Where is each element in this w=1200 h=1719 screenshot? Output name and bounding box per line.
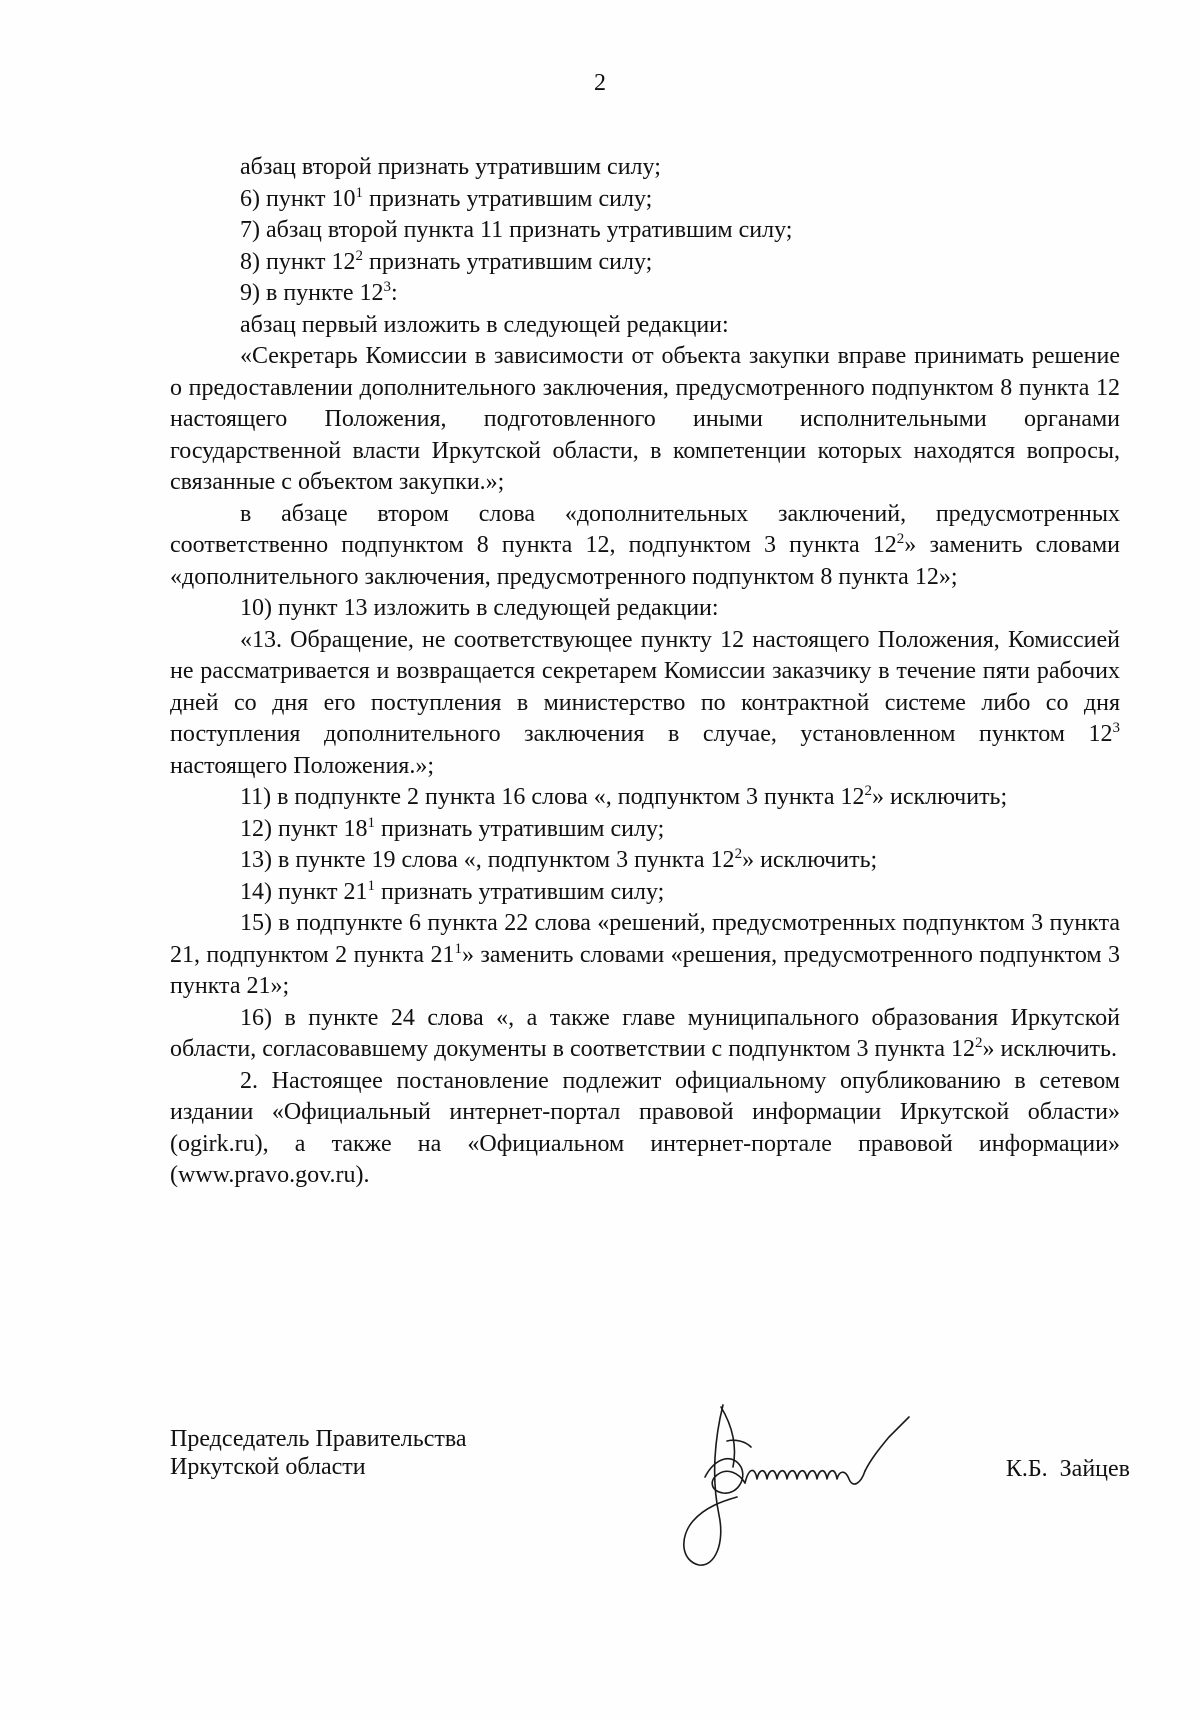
signer-title-line2: Иркутской области xyxy=(170,1454,366,1480)
paragraph-text: 11) в подпункте 2 пункта 16 слова «, подпунктом 3 пункта 12 xyxy=(240,784,865,810)
paragraph-text: » исключить. xyxy=(982,1036,1117,1062)
superscript-index: 3 xyxy=(383,279,391,295)
paragraph-text: «13. Обращение, не соответствующее пункту 12 настоящего Положения, Комиссией не рассматривается и возвращается секретарем Комиссии заказчику в течение пяти рабочих дней со дня его поступления в министерство по контрактной системе либо со дня поступления дополнительного заключения в случае, установленном пунктом 12 xyxy=(170,626,1120,747)
signer-title xyxy=(170,1425,590,1481)
paragraph xyxy=(170,215,1120,247)
signer-name: К.Б. Зайцев xyxy=(1005,1456,1130,1482)
paragraph-text: 7) абзац второй пункта 11 признать утратившим силу; xyxy=(240,217,793,243)
paragraph-text: признать утратившим силу; xyxy=(363,185,653,212)
paragraph-text: 12) пункт 18 xyxy=(240,815,368,842)
paragraph-text: 9) в пункте 12 xyxy=(240,280,384,306)
paragraph xyxy=(170,310,1120,342)
paragraph xyxy=(170,278,1120,310)
paragraph-text: : xyxy=(391,280,398,306)
paragraph-text: 2. Настоящее постановление подлежит официальному опубликованию в сетевом издании «Официальный интернет-портал правовой информации Иркутской области» (ogirk.ru), а также на «Официальном интернет-портале правовой информации» (www.pravo.gov.ru). xyxy=(170,1067,1120,1188)
paragraph-text: настоящего Положения.»; xyxy=(170,752,434,779)
paragraph xyxy=(170,247,1120,279)
superscript-index: 2 xyxy=(355,247,364,264)
paragraph-text: 8) пункт 12 xyxy=(240,248,356,275)
superscript-index: 1 xyxy=(367,877,376,894)
paragraph xyxy=(170,341,1120,499)
superscript-index: 3 xyxy=(1112,720,1120,736)
paragraph-text: признать утратившим силу; xyxy=(375,878,665,905)
paragraph-text: признать утратившим силу; xyxy=(375,815,665,842)
superscript-index: 2 xyxy=(864,783,872,799)
page-number: 2 xyxy=(594,70,606,96)
superscript-index: 2 xyxy=(734,846,743,862)
paragraph xyxy=(170,908,1120,1003)
superscript-index: 1 xyxy=(355,184,364,201)
paragraph-text: 15) в подпункте 6 пункта 22 слова «решений, предусмотренных подпунктом 3 пункта 21, подпунктом 2 пункта 21 xyxy=(170,910,1120,968)
paragraph xyxy=(170,152,1120,184)
paragraph-text: 10) пункт 13 изложить в следующей редакции: xyxy=(240,595,719,621)
paragraph-text: 13) в пункте 19 слова «, подпунктом 3 пункта 12 xyxy=(240,847,735,873)
paragraph xyxy=(170,499,1120,594)
signature-block xyxy=(170,1425,1130,1585)
superscript-index: 1 xyxy=(454,940,462,957)
paragraph-text: » заменить словами «решения, предусмотренного подпунктом 3 пункта 21»; xyxy=(170,941,1120,999)
handwritten-signature xyxy=(675,1397,935,1577)
paragraph xyxy=(170,593,1120,625)
paragraph-text: абзац первый изложить в следующей редакции: xyxy=(240,311,729,338)
paragraph-text: » исключить; xyxy=(872,784,1008,810)
paragraph-text: «Секретарь Комиссии в зависимости от объекта закупки вправе принимать решение о предоставлении дополнительного заключения, предусмотренного подпунктом 8 пункта 12 настоящего Положения, подготовленного иными исполнительными органами государственной власти Иркутской области, в компетенции которых находятся вопросы, связанные с объектом закупки.»; xyxy=(170,343,1120,495)
paragraph-text: в абзаце втором слова «дополнительных заключений, предусмотренных соответственно подпунктом 8 пункта 12, подпунктом 3 пункта 12 xyxy=(170,500,1120,558)
paragraph xyxy=(170,782,1120,814)
paragraph-text: 16) в пункте 24 слова «, а также главе муниципального образования Иркутской области, согласовавшему документы в соответствии с подпунктом 3 пункта 12 xyxy=(170,1004,1120,1062)
paragraph xyxy=(170,845,1120,877)
paragraph xyxy=(170,184,1120,216)
superscript-index: 2 xyxy=(896,531,905,547)
paragraph-text: 6) пункт 10 xyxy=(240,185,356,212)
paragraph xyxy=(170,814,1120,846)
paragraph xyxy=(170,625,1120,783)
paragraph xyxy=(170,1066,1120,1192)
document-body xyxy=(170,152,1120,1192)
paragraph-text: абзац второй признать утратившим силу; xyxy=(240,154,661,180)
paragraph-text: 14) пункт 21 xyxy=(240,878,368,905)
superscript-index: 2 xyxy=(974,1035,983,1051)
paragraph-text: » заменить словами «дополнительного заключения, предусмотренного подпунктом 8 пункта 12»; xyxy=(170,532,1121,590)
paragraph xyxy=(170,1003,1120,1066)
superscript-index: 1 xyxy=(367,814,376,831)
paragraph-text: » исключить; xyxy=(742,847,878,873)
paragraph xyxy=(170,877,1120,909)
signer-title-line1: Председатель Правительства xyxy=(170,1426,467,1452)
paragraph-text: признать утратившим силу; xyxy=(363,248,653,275)
